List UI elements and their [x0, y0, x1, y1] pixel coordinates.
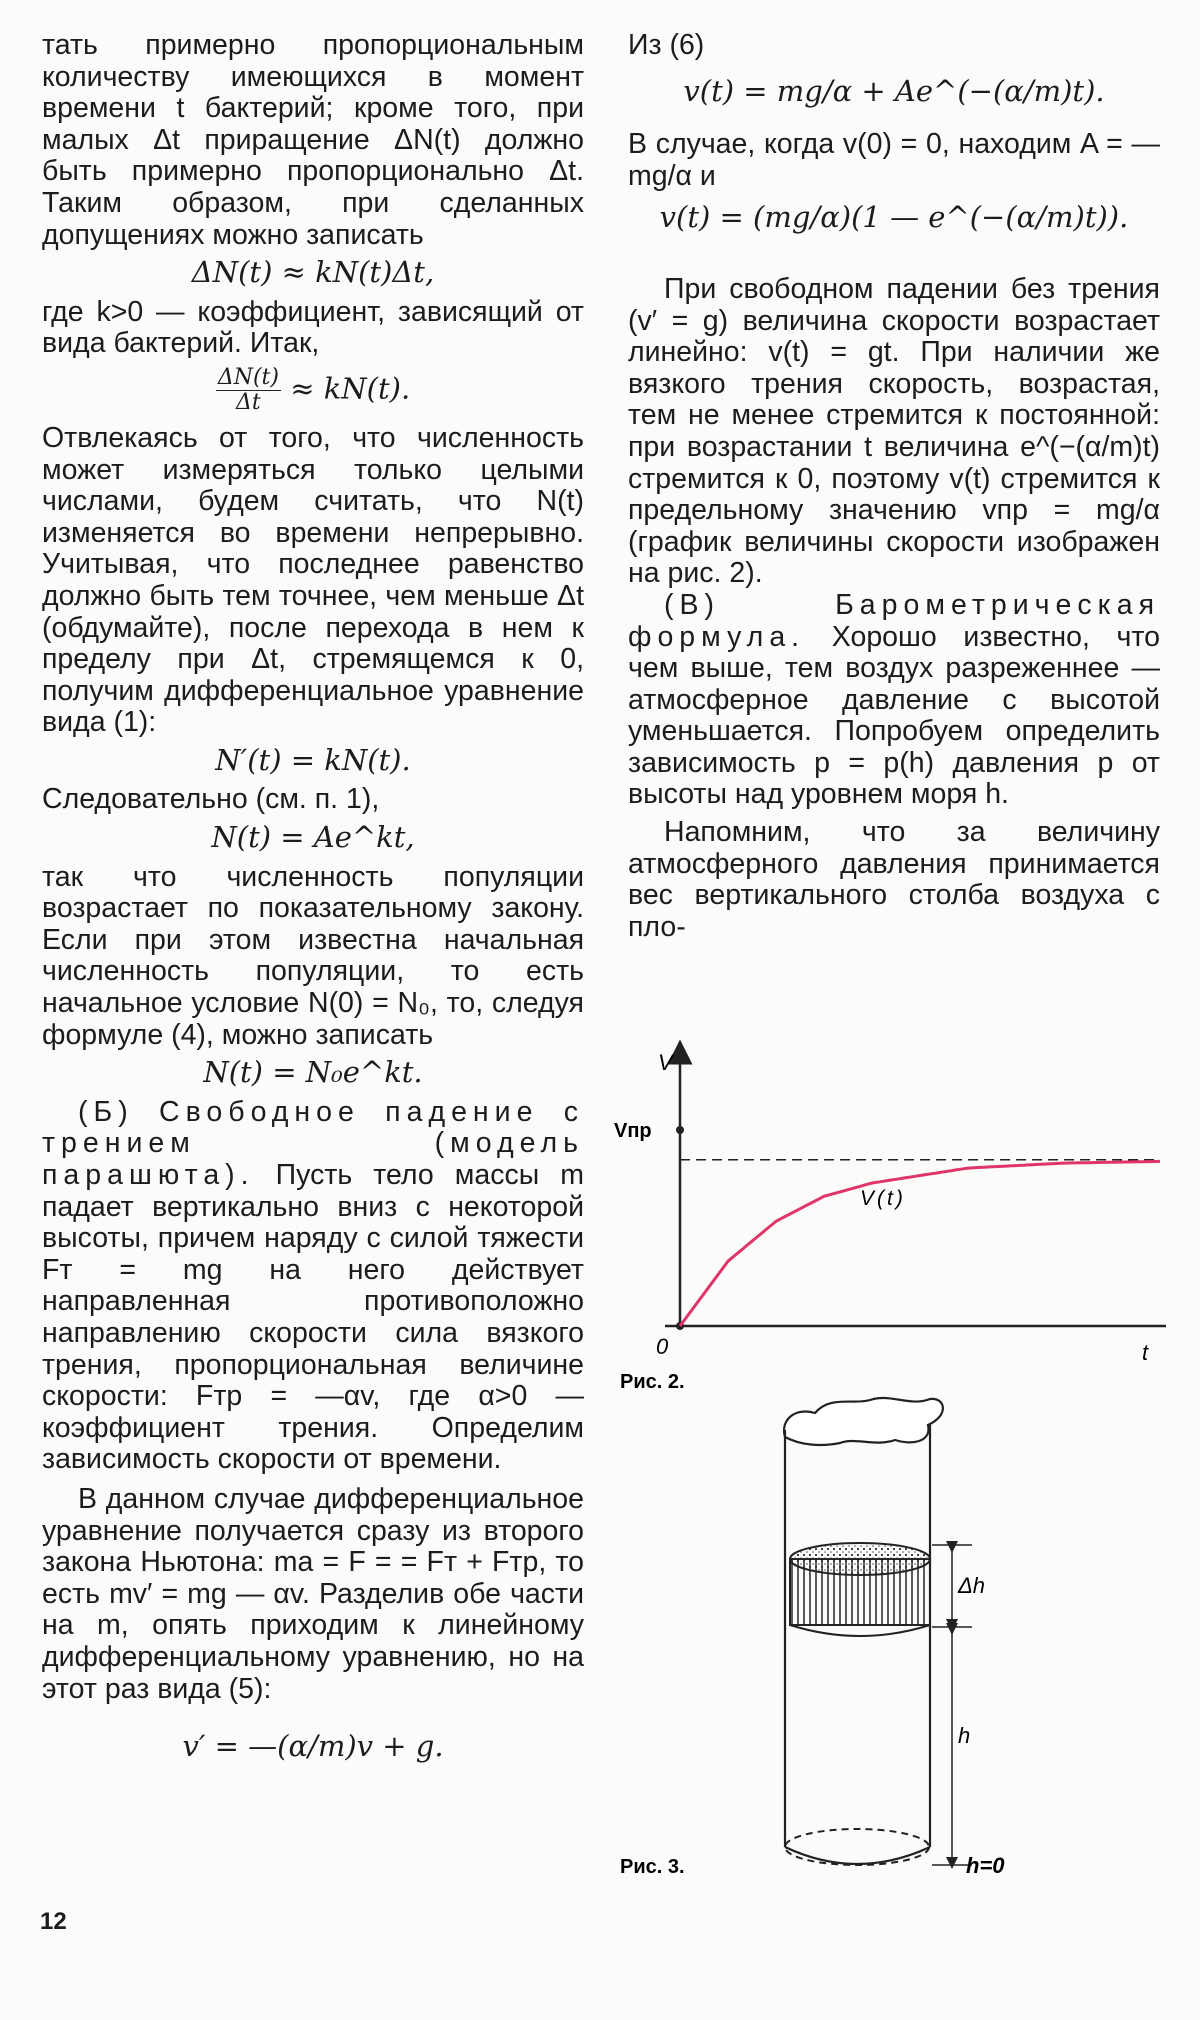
label-h: h — [958, 1723, 971, 1748]
right-paragraph-2: В случае, когда v(0) = 0, находим A = —mg/α и — [628, 128, 1160, 192]
equation-velocity-ode: v′ = —(α/m)v + g. — [182, 1729, 444, 1764]
left-paragraph-4: Следовательно (см. п. 1), — [42, 783, 380, 816]
page-number: 12 — [40, 1908, 67, 1935]
left-paragraph-1: тать примерно пропорциональным количеству имеющихся в момент времени t бактерий; кроме того, при малых Δt приращение ΔN(t) должно быть примерно пропорционально Δt. Таким образом, при сделанных допущениях можно записать — [42, 29, 584, 251]
air-layer-bottom — [790, 1625, 930, 1636]
equation-ratio-rest: ≈ kN(t). — [290, 371, 411, 406]
x-axis-label: t — [1142, 1340, 1149, 1365]
section-c-text: Хорошо известно, что чем выше, тем воздух разреженнее — атмосферное давление с высотой уменьшается. Попробуем определить зависимость p = p(h) давления p от высоты над уровнем моря h. — [628, 620, 1160, 811]
equation-general: N(t) = Ae^kt, — [211, 820, 415, 855]
fraction — [216, 366, 281, 415]
left-paragraph-3: Отвлекаясь от того, что численность может измеряться только целыми числами, будем считать, что N(t) изменяется во времени непрерывно. Учитывая, что последнее равенство должно быть тем точнее, чем меньше Δt (обдумайте), после перехода в нем к пределу при Δt, стремящемся к 0, получим дифференциальное уравнение вида (1): — [42, 421, 584, 739]
figure-2-chart — [610, 1040, 1170, 1390]
figure-3-cylinder — [610, 1385, 1170, 1890]
cylinder-torn-top — [784, 1398, 943, 1445]
cylinder-base-front — [785, 1847, 930, 1864]
section-b — [42, 1097, 584, 1476]
left-paragraph-2: где k>0 — коэффициент, зависящий от вида бактерий. Итак, — [42, 295, 584, 360]
equation-particular: N(t) = N₀e^kt. — [203, 1055, 423, 1090]
cylinder-base-back — [785, 1829, 929, 1865]
section-b-text: Пусть тело массы m падает вертикально вниз с некоторой высоты, причем наряду с силой тяжести Fт = mg на него действует направленная противоположно направлению скорости сила вязкого трения, пропорциональная величине скорости: Fтр = —αv, где α>0 — коэффициент трения. Определим зависимость скорости от времени. — [42, 1159, 584, 1476]
figure-2-caption: Рис. 2. — [620, 1371, 685, 1390]
asymptote-point — [676, 1126, 684, 1134]
equation-solution-zero: v(t) = (mg/α)(1 — e^(−(α/m)t)). — [659, 200, 1129, 235]
origin-label: 0 — [656, 1334, 669, 1359]
air-layer-top — [790, 1543, 930, 1575]
right-paragraph-3: При свободном падении без трения (v′ = g) величина скорости возрастает линейно: v(t) = gt. При наличии же вязкого трения скорость, возрастая, тем не менее стремится к постоянной: при возрастании t величина e^(−(α/m)t) стремится к 0, поэтому v(t) стремится к предельному значению vпр = mg/α (график величины скорости изображен на рис. 2). — [628, 272, 1160, 590]
velocity-curve — [680, 1161, 1160, 1326]
label-dh: Δh — [958, 1573, 985, 1598]
fraction-denominator: Δt — [236, 389, 261, 415]
right-paragraph-1: Из (6) — [628, 29, 705, 61]
y-axis-label: V — [658, 1050, 673, 1075]
asymptote-label: Vпр — [614, 1120, 652, 1142]
left-paragraph-5: так что численность популяции возрастает по показательному закону. Если при этом известна начальная численность популяции, то есть начальное условие N(0) = N₀, то, следуя формуле (4), можно записать — [42, 860, 584, 1051]
left-paragraph-7: В данном случае дифференциальное уравнение получается сразу из второго закона Ньютона: ma = F = = Fт + Fтр, то есть mv′ = mg — αv. Разделив обе части на m, опять приходим к линейному дифференциальному уравнению, но на этот раз вида (5): — [42, 1482, 584, 1705]
equation-diff: N′(t) = kN(t). — [215, 742, 411, 777]
fraction-numerator: ΔN(t) — [217, 364, 279, 390]
right-paragraph-5: Напомним, что за величину атмосферного давления принимается вес вертикального столба воздуха с пло- — [628, 816, 1160, 943]
equation-ratio — [42, 366, 584, 415]
label-h0: h=0 — [966, 1853, 1005, 1878]
section-c — [628, 590, 1160, 811]
left-column — [42, 30, 584, 1771]
equation-delta-n: ΔN(t) ≈ kN(t)Δt, — [191, 255, 435, 290]
section-b-heading: (Б) Свободное падение с трением (модель парашюта). — [42, 1095, 584, 1191]
curve-label: V(t) — [860, 1187, 906, 1210]
equation-solution: v(t) = mg/α + Ae^(−(α/m)t). — [683, 73, 1105, 108]
section-c-heading: (В) Барометрическая формула. — [628, 588, 1160, 653]
figure-3-caption: Рис. 3. — [620, 1856, 685, 1878]
right-column — [628, 30, 1160, 943]
